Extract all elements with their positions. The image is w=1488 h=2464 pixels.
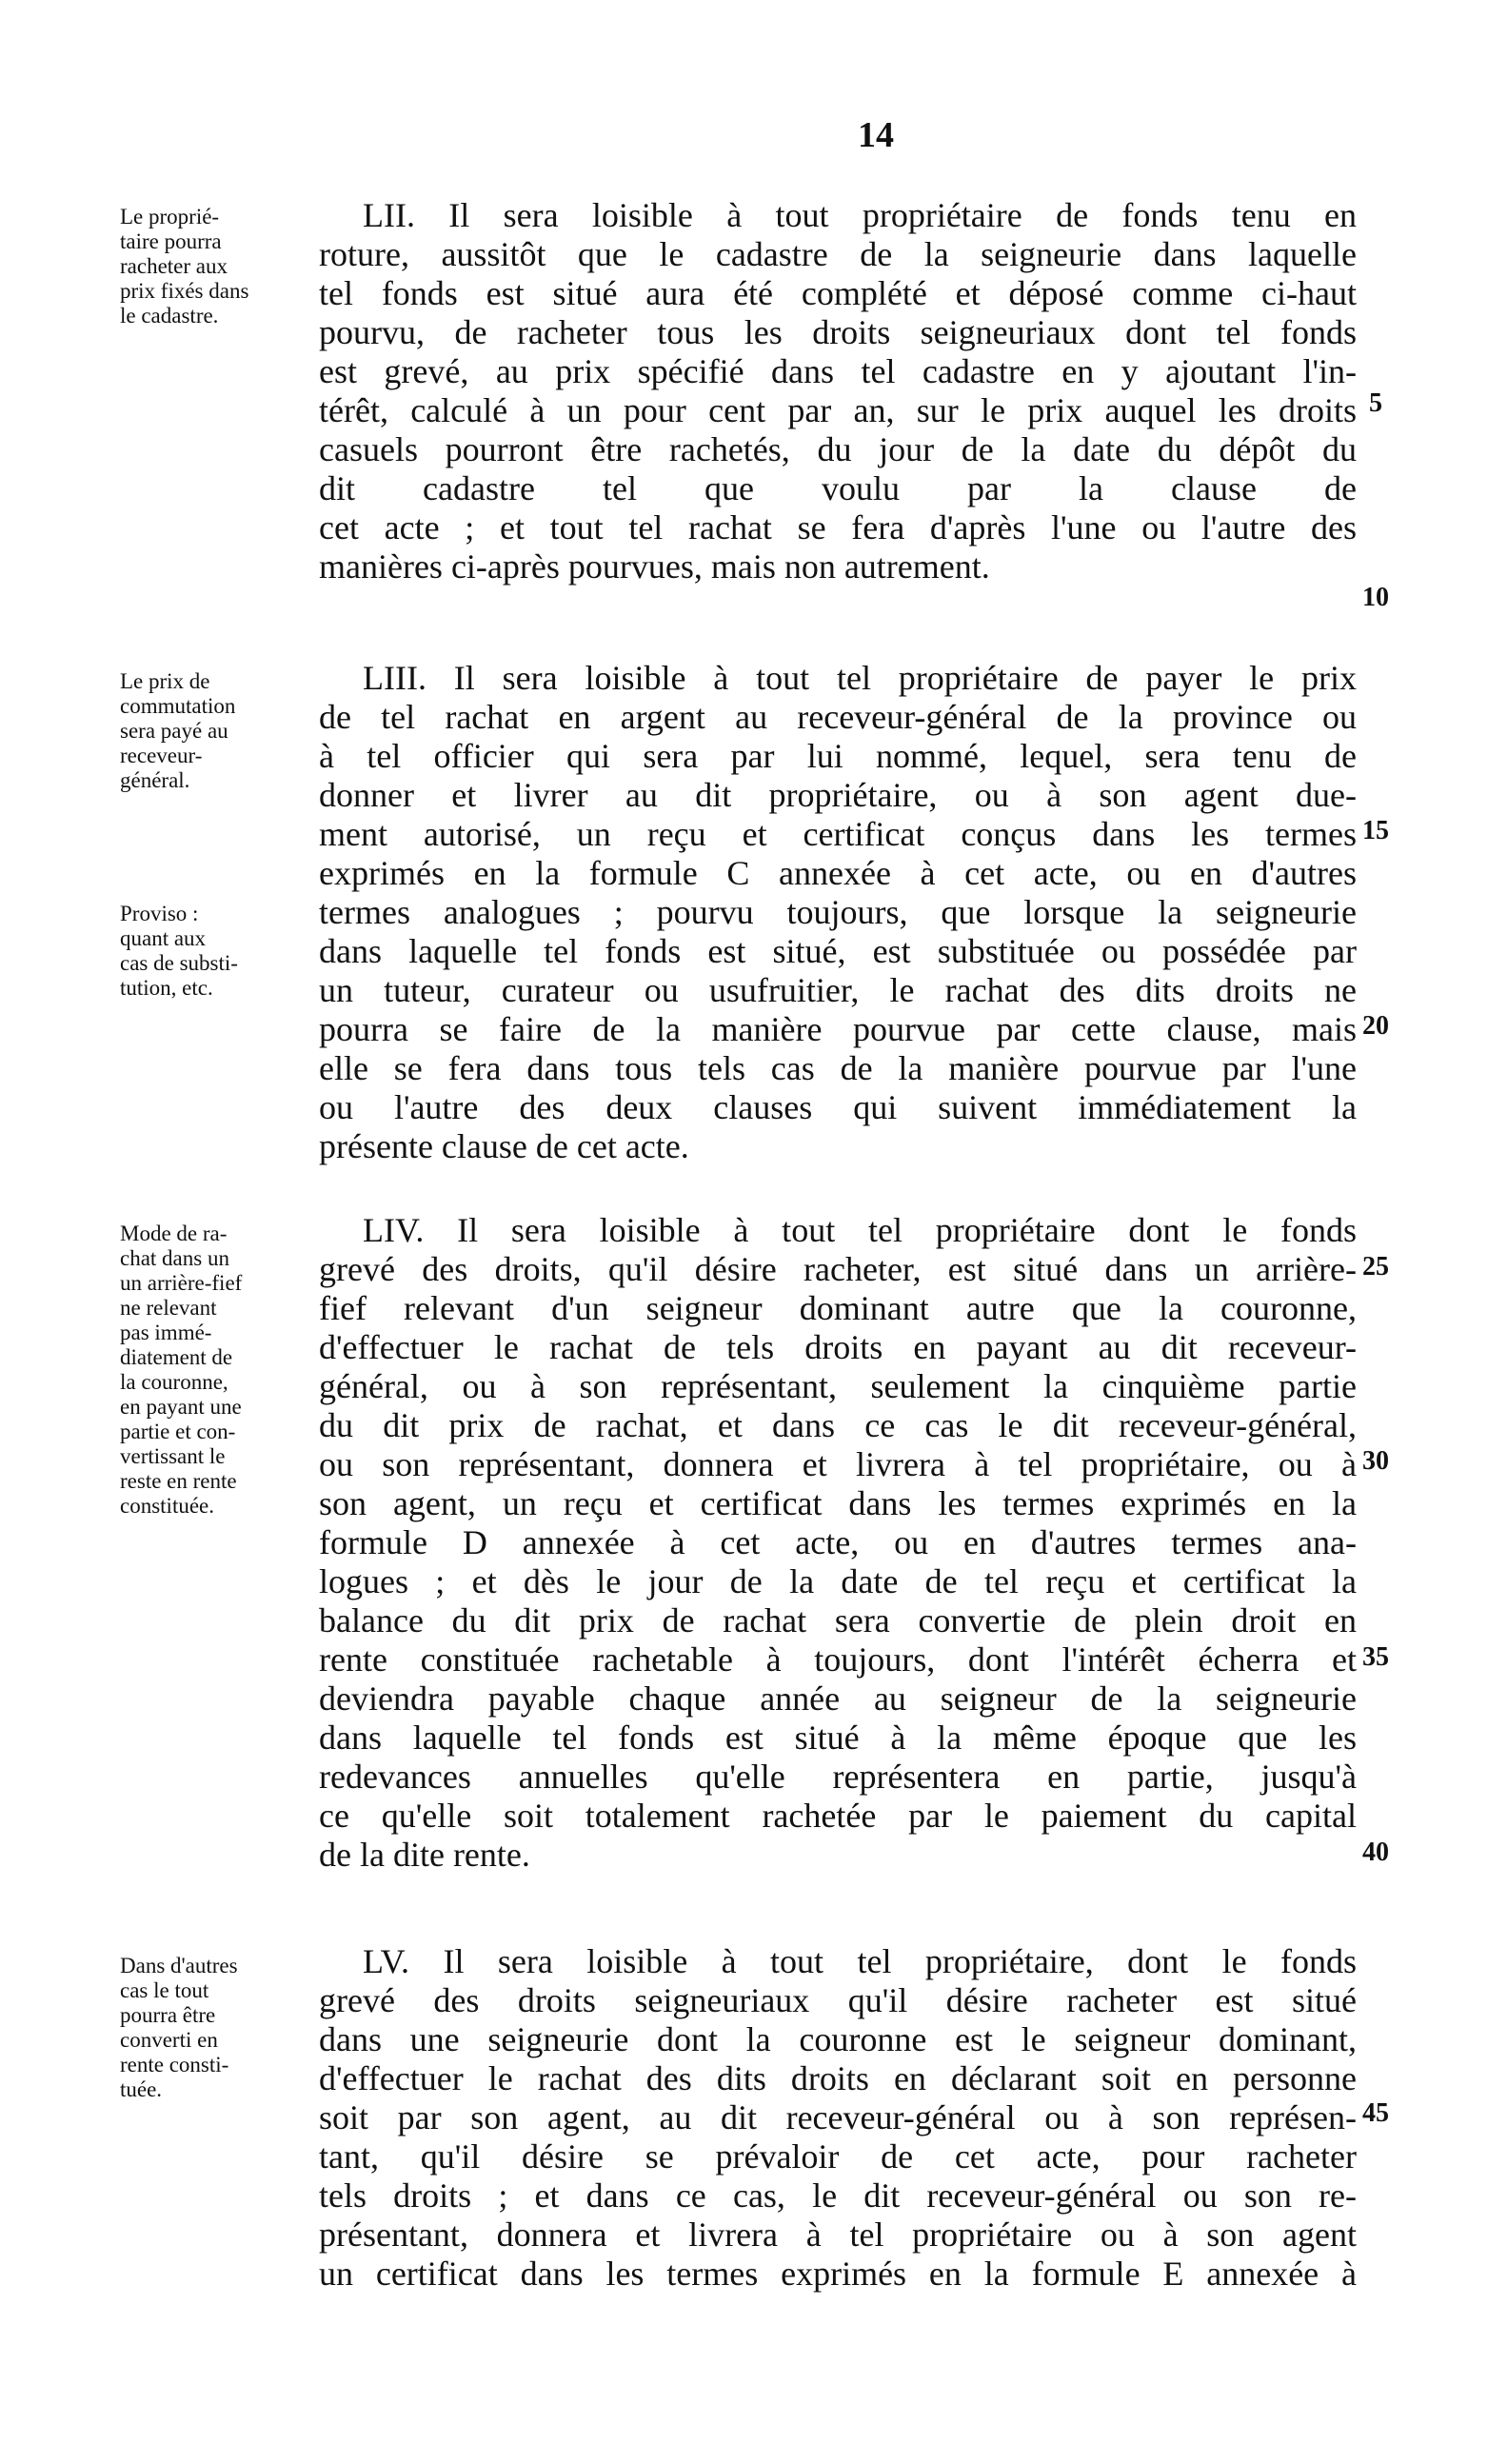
text-line: térêt, calculé à un pour cent par an, sur le prix auquel les droits	[319, 391, 1357, 429]
text-line: casuels pourront être rachetés, du jour de la date du dépôt du	[319, 430, 1357, 468]
text-line: ment autorisé, un reçu et certificat conçus dans les termes	[319, 815, 1357, 853]
margin-note: Le proprié- taire pourra racheter aux prix fixés dans le cadastre.	[120, 205, 249, 328]
section-body	[319, 196, 1357, 586]
text-line: roture, aussitôt que le cadastre de la seigneurie dans laquelle	[319, 235, 1357, 273]
text-line: à tel officier qui sera par lui nommé, lequel, sera tenu de	[319, 737, 1357, 775]
line-number: 15	[1362, 816, 1389, 845]
section-body	[319, 659, 1357, 1166]
text-line: balance du dit prix de rachat sera convertie de plein droit en	[319, 1601, 1357, 1639]
text-line: formule D annexée à cet acte, ou en d'autres termes ana-	[319, 1523, 1357, 1561]
line-number: 25	[1362, 1252, 1389, 1282]
text-line: LII. Il sera loisible à tout propriétaire de fonds tenu en	[363, 196, 1357, 234]
text-line: rente constituée rachetable à toujours, dont l'intérêt écherra et	[319, 1640, 1357, 1679]
text-line: général, ou à son représentant, seulement la cinquième partie	[319, 1367, 1357, 1405]
text-line: d'effectuer le rachat des dits droits en déclarant soit en personne	[319, 2059, 1357, 2097]
text-line: ou l'autre des deux clauses qui suivent immédiatement la	[319, 1088, 1357, 1126]
text-line: cet acte ; et tout tel rachat se fera d'après l'une ou l'autre des	[319, 508, 1357, 546]
text-line: présentant, donnera et livrera à tel propriétaire ou à son agent	[319, 2216, 1357, 2254]
text-line: dans laquelle tel fonds est situé, est substituée ou possédée par	[319, 932, 1357, 970]
text-line: grevé des droits seigneuriaux qu'il désire racheter est situé	[319, 1981, 1357, 2019]
text-line: est grevé, au prix spécifié dans tel cadastre en y ajoutant l'in-	[319, 352, 1357, 390]
line-number: 10	[1362, 583, 1389, 612]
text-line: deviendra payable chaque année au seigneur de la seigneurie	[319, 1679, 1357, 1718]
text-line: un tuteur, curateur ou usufruitier, le rachat des dits droits ne	[319, 971, 1357, 1009]
text-line: d'effectuer le rachat de tels droits en payant au dit receveur-	[319, 1328, 1357, 1366]
text-line: son agent, un reçu et certificat dans les termes exprimés en la	[319, 1484, 1357, 1522]
text-line: soit par son agent, au dit receveur-général ou à son représen-	[319, 2098, 1357, 2136]
section-body	[319, 1211, 1357, 1875]
text-line: de tel rachat en argent au receveur-général de la province ou	[319, 698, 1357, 736]
text-line: ce qu'elle soit totalement rachetée par le paiement du capital	[319, 1797, 1357, 1835]
text-line: ou son représentant, donnera et livrera à tel propriétaire, ou à	[319, 1445, 1357, 1483]
text-line: donner et livrer au dit propriétaire, ou à son agent due-	[319, 776, 1357, 814]
line-number: 30	[1362, 1446, 1389, 1476]
text-line: fief relevant d'un seigneur dominant autre que la couronne,	[319, 1289, 1357, 1327]
margin-note: Le prix de commutation sera payé au receveur- général.	[120, 669, 236, 792]
margin-note: Dans d'autres cas le tout pourra être converti en rente consti- tuée.	[120, 1954, 238, 2101]
line-number: 5	[1369, 388, 1382, 418]
page-number: 14	[858, 115, 894, 155]
line-number: 40	[1362, 1838, 1389, 1867]
text-line: dans une seigneurie dont la couronne est le seigneur dominant,	[319, 2020, 1357, 2058]
text-line: pourra se faire de la manière pourvue par cette clause, mais	[319, 1010, 1357, 1048]
text-line: un certificat dans les termes exprimés en la formule E annexée à	[319, 2255, 1357, 2293]
text-line: de la dite rente.	[319, 1836, 530, 1874]
text-line: grevé des droits, qu'il désire racheter, est situé dans un arrière-	[319, 1250, 1357, 1288]
text-line: tant, qu'il désire se prévaloir de cet acte, pour racheter	[319, 2137, 1357, 2176]
text-line: elle se fera dans tous tels cas de la manière pourvue par l'une	[319, 1049, 1357, 1087]
margin-note: Mode de ra- chat dans un un arrière-fief ne relevant pas immé- diatement de la couronne, en payant une partie et con- vertissant le reste en rente constituée.	[120, 1222, 243, 1518]
line-number: 45	[1362, 2098, 1389, 2128]
text-line: du dit prix de rachat, et dans ce cas le dit receveur-général,	[319, 1406, 1357, 1444]
text-line: dans laquelle tel fonds est situé à la même époque que les	[319, 1719, 1357, 1757]
margin-note: Proviso : quant aux cas de substi- tution, etc.	[120, 902, 238, 1000]
text-line: dit cadastre tel que voulu par la clause de	[319, 469, 1357, 507]
text-line: LIV. Il sera loisible à tout tel propriétaire dont le fonds	[363, 1211, 1357, 1249]
text-line: logues ; et dès le jour de la date de tel reçu et certificat la	[319, 1562, 1357, 1600]
text-line: LIII. Il sera loisible à tout tel propriétaire de payer le prix	[363, 659, 1357, 697]
text-line: exprimés en la formule C annexée à cet acte, ou en d'autres	[319, 854, 1357, 892]
text-line: tels droits ; et dans ce cas, le dit receveur-général ou son re-	[319, 2176, 1357, 2215]
line-number: 35	[1362, 1642, 1389, 1672]
text-line: LV. Il sera loisible à tout tel propriétaire, dont le fonds	[363, 1942, 1357, 1980]
text-line: redevances annuelles qu'elle représentera en partie, jusqu'à	[319, 1758, 1357, 1796]
text-line: manières ci-après pourvues, mais non autrement.	[319, 547, 990, 586]
text-line: présente clause de cet acte.	[319, 1127, 689, 1165]
text-line: termes analogues ; pourvu toujours, que lorsque la seigneurie	[319, 893, 1357, 931]
line-number: 20	[1362, 1011, 1389, 1041]
text-line: pourvu, de racheter tous les droits seigneuriaux dont tel fonds	[319, 313, 1357, 351]
text-line: tel fonds est situé aura été complété et déposé comme ci-haut	[319, 274, 1357, 312]
section-body	[319, 1942, 1357, 2294]
